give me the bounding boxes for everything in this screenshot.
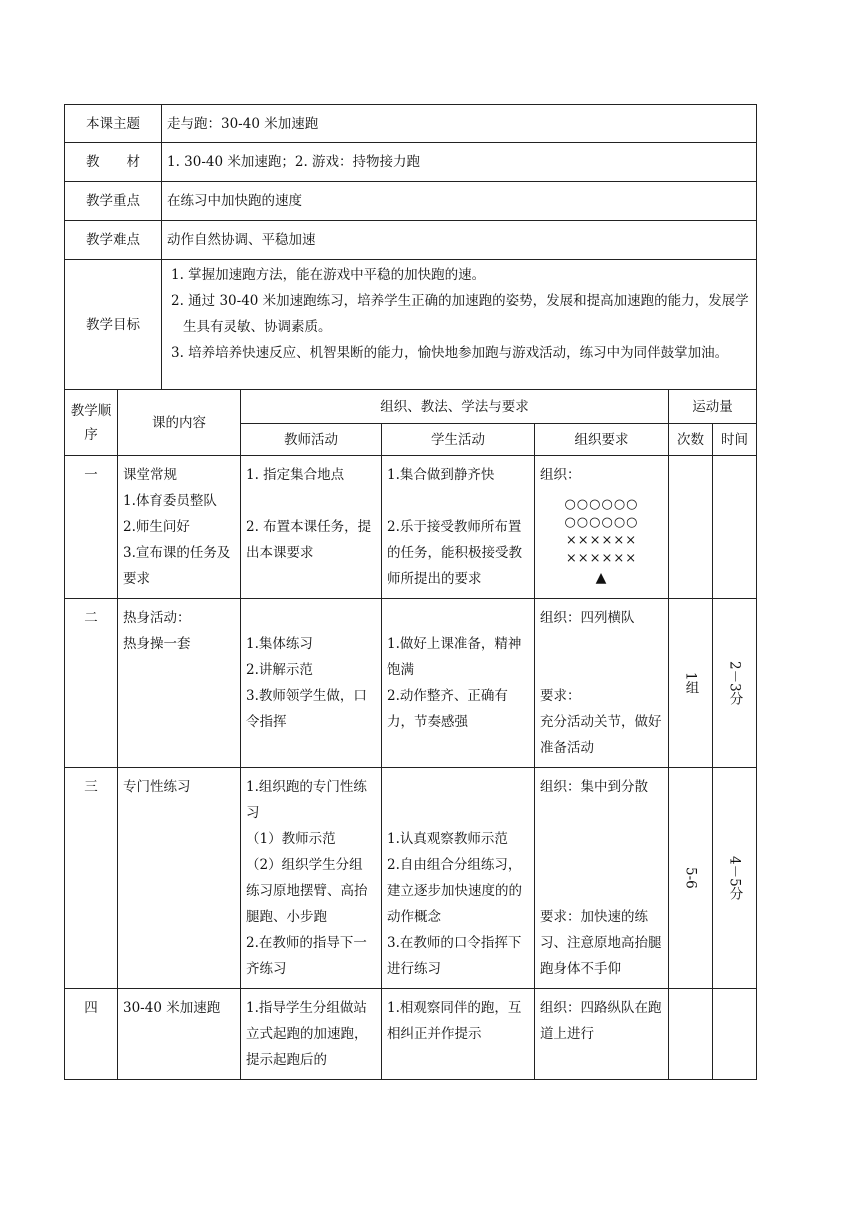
col-count-header: 次数 [669, 424, 713, 456]
org-requirement [535, 456, 669, 599]
section-row-2 [65, 599, 757, 768]
formation-row: ×××××× [565, 551, 638, 566]
formation-row: ○○○○○○ [564, 497, 639, 512]
spacer [246, 488, 376, 514]
teacher-position-icon: ▲ [595, 570, 608, 586]
content-line: 课堂常规 [123, 467, 177, 483]
section-seq: 三 [65, 768, 118, 989]
objective-item: 3. 培养培养快速反应、机智果断的能力，愉快地参加跑与游戏活动，练习中为同伴鼓掌加油。 [171, 345, 729, 361]
col-org-header: 组织要求 [535, 424, 669, 456]
spacer [246, 605, 376, 631]
student-activity [382, 989, 535, 1080]
objectives-label: 教学目标 [65, 260, 162, 390]
teacher-line: （1）教师示范 [246, 831, 336, 847]
teacher-line: 1.集体练习 [246, 636, 313, 652]
org-requirement [535, 599, 669, 768]
teacher-line: 1.组织跑的专门性练习 [246, 779, 367, 821]
student-line: 1.认真观察教师示范 [387, 831, 508, 847]
section-seq: 二 [65, 599, 118, 768]
time-cell: 4－5分 [713, 768, 757, 989]
count-cell [669, 989, 713, 1080]
difficulty-value: 动作自然协调、平稳加速 [162, 221, 757, 260]
section-row-3 [65, 768, 757, 989]
time-cell [713, 456, 757, 599]
teacher-line: 2. 布置本课任务，提出本课要求 [246, 519, 372, 561]
content-line: 30-40 米加速跑 [123, 1000, 221, 1016]
student-line: 2.乐于接受教师所布置的任务，能积极接受教师所提出的要求 [387, 519, 522, 587]
teacher-line: 1.指导学生分组做站立式起跑的加速跑，提示起跑后的 [246, 1000, 368, 1068]
teacher-activity [241, 456, 382, 599]
material-value: 1. 30-40 米加速跑；2. 游戏：持物接力跑 [162, 143, 757, 182]
org-line: 组织：集中到分散 [540, 779, 648, 795]
student-activity [382, 456, 535, 599]
spacer [387, 488, 529, 514]
student-line: 3.在教师的口令指挥下进行练习 [387, 935, 522, 977]
formation-diagram [540, 496, 663, 588]
time-cell: 2－3分 [713, 599, 757, 768]
content-line: 热身操一套 [123, 636, 191, 652]
content-line: 1.体育委员整队 [123, 493, 217, 509]
col-load-header: 运动量 [669, 390, 757, 424]
col-method-header: 组织、教法、学法与要求 [241, 390, 669, 424]
section-content [118, 989, 241, 1080]
teacher-line: 2.在教师的指导下一齐练习 [246, 935, 367, 977]
row-objectives [65, 260, 757, 390]
content-line: 专门性练习 [123, 779, 191, 795]
section-row-1 [65, 456, 757, 599]
formation-row: ○○○○○○ [564, 515, 639, 530]
section-seq: 一 [65, 456, 118, 599]
time-cell [713, 989, 757, 1080]
org-requirement [535, 989, 669, 1080]
student-line: 1.相观察同伴的跑，互相纠正并作提示 [387, 1000, 522, 1042]
spacer [540, 826, 663, 852]
teacher-line: 3.教师领学生做，口令指挥 [246, 688, 367, 730]
spacer [387, 774, 529, 800]
teacher-activity [241, 989, 382, 1080]
section-content [118, 456, 241, 599]
row-key-point [65, 182, 757, 221]
objectives-list [167, 262, 751, 366]
student-activity [382, 599, 535, 768]
spacer [540, 852, 663, 878]
spacer [387, 800, 529, 826]
section-row-4 [65, 989, 757, 1080]
student-line: 1.集合做到静齐快 [387, 467, 495, 483]
count-cell: 1组 [669, 599, 713, 768]
content-line: 3.宣布课的任务及要求 [123, 545, 231, 587]
org-line: 组织：四路纵队在跑道上进行 [540, 1000, 662, 1042]
teacher-line: 1. 指定集合地点 [246, 467, 345, 483]
teacher-activity [241, 768, 382, 989]
objective-item: 2. 通过 30-40 米加速跑练习，培养学生正确的加速跑的姿势，发展和提高加速跑的能力，发展学生具有灵敏、协调素质。 [171, 293, 749, 335]
student-activity [382, 768, 535, 989]
student-line: 1.做好上课准备，精神饱满 [387, 636, 522, 678]
row-material [65, 143, 757, 182]
student-line: 2.自由组合分组练习，建立逐步加快速度的的动作概念 [387, 857, 522, 925]
teacher-line: 2.讲解示范 [246, 662, 313, 678]
org-line: 组织：四列横队 [540, 610, 635, 626]
col-student-header: 学生活动 [382, 424, 535, 456]
row-difficulty [65, 221, 757, 260]
org-requirement [535, 768, 669, 989]
col-seq-header: 教学顺序 [65, 390, 118, 456]
col-content-header: 课的内容 [118, 390, 241, 456]
topic-label: 本课主题 [65, 105, 162, 143]
formation-row: ×××××× [565, 533, 638, 548]
topic-value: 走与跑：30-40 米加速跑 [162, 105, 757, 143]
spacer [540, 657, 663, 683]
count-cell [669, 456, 713, 599]
spacer [540, 631, 663, 657]
col-teacher-header: 教师活动 [241, 424, 382, 456]
content-line: 热身活动： [123, 610, 191, 626]
spacer [540, 878, 663, 904]
difficulty-label: 教学难点 [65, 221, 162, 260]
column-header-row-1 [65, 390, 757, 424]
section-content [118, 768, 241, 989]
org-line: 组织： [540, 467, 581, 483]
org-line: 要求： [540, 688, 581, 704]
org-line: 要求：加快速的练习、注意原地高抬腿跑身体不手仰 [540, 909, 662, 977]
section-seq: 四 [65, 989, 118, 1080]
key-point-value: 在练习中加快跑的速度 [162, 182, 757, 221]
row-topic [65, 105, 757, 143]
section-content [118, 599, 241, 768]
spacer [540, 800, 663, 826]
count-cell: 5-6 [669, 768, 713, 989]
key-point-label: 教学重点 [65, 182, 162, 221]
content-line: 2.师生问好 [123, 519, 190, 535]
material-label: 教 材 [65, 143, 162, 182]
teacher-line: （2）组织学生分组练习原地摆臂、高抬腿跑、小步跑 [246, 857, 368, 925]
lesson-plan-table [64, 104, 757, 1080]
objective-item: 1. 掌握加速跑方法，能在游戏中平稳的加快跑的速。 [171, 267, 486, 283]
col-time-header: 时间 [713, 424, 757, 456]
spacer [387, 605, 529, 631]
teacher-activity [241, 599, 382, 768]
org-line: 充分活动关节，做好准备活动 [540, 714, 662, 756]
student-line: 2.动作整齐、正确有力，节奏感强 [387, 688, 508, 730]
